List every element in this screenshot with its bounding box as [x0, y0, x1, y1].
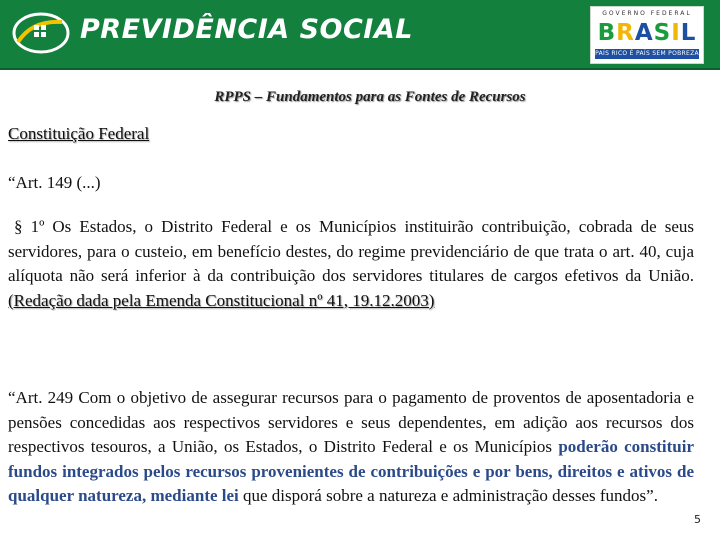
- emphasized-text: poderão constituir fundos integrados pelos recursos provenientes de contribuições e por bens, direitos e ativos de qualquer natureza, mediante lei: [8, 437, 695, 505]
- paragraph-text: § 1º Os Estados, o Distrito Federal e os Municípios instituirão contribuição, cobrada de seus servidores, para o custeio, em benefício destes, do regime previdenciário de que trata o art. 40, cuja alíquota não será inferior à da contribuição dos servidores titulares de cargos efetivos da União.: [8, 217, 694, 285]
- gov-badge-top: GOVERNO FEDERAL: [602, 10, 692, 17]
- paragraph-text: “Art. 249 Com o objetivo de assegurar recursos para o pagamento de proventos de aposentadoria e pensões concedidas aos respectivos servidores e seus dependentes, em adição aos recursos dos respectivos tesouros, a União, os Estados, o Distrito Federal e os Municípios: [8, 388, 694, 456]
- page-number: 5: [694, 513, 701, 526]
- section-heading: Constituição Federal: [8, 124, 150, 143]
- amendment-reference-link[interactable]: (Redação dada pela Emenda Constitucional nº 41, 19.12.2003): [8, 290, 435, 310]
- article-149-heading: “Art. 149 (...): [8, 173, 101, 192]
- brand-title: PREVIDÊNCIA SOCIAL: [80, 14, 413, 45]
- paragraph-art-149: [8, 215, 694, 313]
- header-bar: [0, 0, 720, 70]
- gov-badge-word: BRASIL: [597, 20, 697, 46]
- gov-badge-slogan: PAÍS RICO É PAÍS SEM POBREZA: [595, 50, 699, 57]
- paragraph-art-249: [8, 386, 694, 509]
- previdencia-logo-icon: [12, 12, 70, 54]
- governo-federal-logo: [590, 6, 704, 64]
- slide-title: RPPS – Fundamentos para as Fontes de Recursos: [214, 89, 526, 105]
- paragraph-text: que disporá sobre a natureza e administração desses fundos”.: [243, 486, 658, 505]
